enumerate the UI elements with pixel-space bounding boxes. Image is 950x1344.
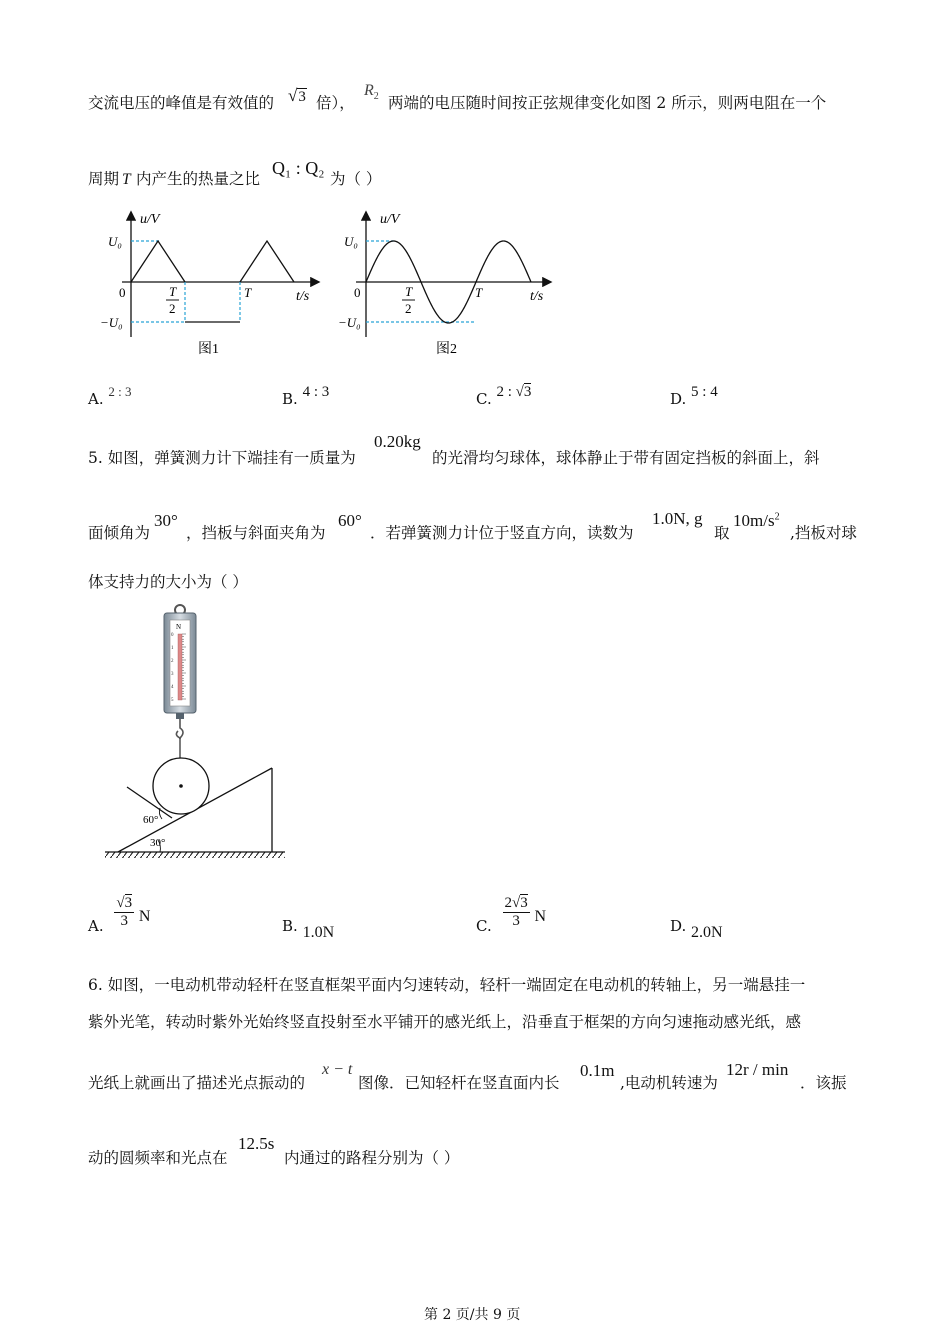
svg-text:N: N bbox=[176, 623, 182, 631]
q5-reading: 1.0N, g bbox=[652, 509, 703, 528]
svg-text:0: 0 bbox=[354, 285, 361, 300]
q4-line2-a: 周期 bbox=[88, 170, 120, 188]
q5-g-value: $10m/s^2$ bbox=[733, 511, 780, 530]
svg-text:30°: 30° bbox=[150, 837, 166, 849]
q5-option-c[interactable]: C. $\frac{2√3}{3}$ N bbox=[476, 895, 547, 935]
q4-option-d[interactable]: D. 5 : 4 bbox=[670, 384, 718, 408]
q6-line2: 紫外光笔，转动时紫外光始终竖直投射至水平铺开的感光纸上，沿垂直于框架的方向匀速拖动感光纸，感 bbox=[88, 1013, 802, 1031]
q6-line3-c: ,电动机转速为 bbox=[620, 1074, 718, 1092]
q4-option-a[interactable]: A. 2 : 3 bbox=[88, 384, 132, 408]
q5-option-d[interactable]: D. 2.0N bbox=[670, 917, 723, 941]
q5-mass: 0.20kg bbox=[374, 432, 421, 451]
svg-text:U₀: U₀ bbox=[344, 234, 358, 249]
figure-1-square-triangle-wave bbox=[100, 205, 325, 360]
q5-option-a[interactable]: A. $\frac{√3}{3}$ N bbox=[88, 895, 151, 935]
svg-text:t/s: t/s bbox=[530, 289, 544, 304]
figure-2-sine-wave bbox=[338, 205, 563, 360]
q6-line1: 6. 如图，一电动机带动轻杆在竖直框架平面内匀速转动，轻杆一端固定在电动机的转轴上，另一端悬挂一 bbox=[88, 976, 806, 994]
svg-text:5: 5 bbox=[171, 698, 174, 703]
svg-text:1: 1 bbox=[171, 646, 174, 651]
q5-option-b[interactable]: B. 1.0N bbox=[282, 917, 335, 941]
q6-line3-a: 光纸上就画出了描述光点振动的 bbox=[88, 1074, 306, 1092]
svg-text:2: 2 bbox=[405, 301, 412, 316]
page-number: 第 2 页/共 9 页 bbox=[424, 1307, 521, 1323]
q4-line1-b: 倍）， bbox=[316, 94, 355, 112]
q5-line1-a: 5. 如图，弹簧测力计下端挂有一质量为 bbox=[88, 449, 356, 467]
svg-text:图2: 图2 bbox=[436, 342, 457, 357]
svg-text:T: T bbox=[405, 284, 413, 299]
q6-line3-d: ．该振 bbox=[800, 1074, 847, 1092]
q4-sqrt3: √3 bbox=[288, 86, 306, 105]
q6-speed: 12r / min bbox=[726, 1060, 789, 1079]
q5-angle-60: 60° bbox=[338, 511, 362, 530]
q6-line4-a: 动的圆频率和光点在 bbox=[88, 1149, 228, 1167]
q5-line2-b: ，挡板与斜面夹角为 bbox=[186, 524, 326, 542]
q6-line4-b: 内通过的路程分别为（ ） bbox=[284, 1149, 460, 1167]
q5-line3: 体支持力的大小为（ ） bbox=[88, 573, 248, 591]
q6-time: 12.5s bbox=[238, 1134, 275, 1153]
svg-text:T: T bbox=[244, 285, 252, 300]
svg-text:0: 0 bbox=[119, 285, 126, 300]
q5-line2-d: 取 bbox=[714, 524, 730, 542]
q5-line1-b: 的光滑均匀球体，球体静止于带有固定挡板的斜面上，斜 bbox=[432, 449, 820, 467]
q5-line2-e: ,挡板对球 bbox=[790, 524, 857, 542]
q6-xt: x − t bbox=[322, 1061, 353, 1078]
svg-text:t/s: t/s bbox=[296, 289, 310, 304]
svg-text:2: 2 bbox=[169, 301, 176, 316]
q4-line2-b: 内产生的热量之比 bbox=[136, 170, 261, 188]
svg-text:2: 2 bbox=[171, 659, 174, 664]
q4-option-b[interactable]: B. 4 : 3 bbox=[282, 384, 330, 408]
spring-scale bbox=[164, 605, 196, 738]
q4-option-c[interactable]: C. 2 : √3 bbox=[476, 384, 532, 408]
svg-text:60°: 60° bbox=[143, 814, 159, 826]
svg-text:−U₀: −U₀ bbox=[100, 315, 123, 330]
svg-text:U₀: U₀ bbox=[108, 234, 122, 249]
svg-text:T: T bbox=[169, 284, 177, 299]
q4-ratio: Q₁ : Q₂ bbox=[272, 158, 325, 178]
svg-text:u/V: u/V bbox=[380, 212, 400, 227]
q5-line2-a: 面倾角为 bbox=[88, 524, 151, 542]
svg-text:T: T bbox=[475, 285, 483, 300]
q4-line1-a: 交流电压的峰值是有效值的 bbox=[88, 94, 275, 112]
svg-text:图1: 图1 bbox=[198, 342, 219, 357]
q6-line3-b: 图像．已知轻杆在竖直面内长 bbox=[358, 1074, 560, 1092]
q4-line1-c: 两端的电压随时间按正弦规律变化如图 2 所示，则两电阻在一个 bbox=[388, 94, 827, 112]
svg-text:3: 3 bbox=[171, 672, 174, 677]
q5-line2-c: ．若弹簧测力计位于竖直方向，读数为 bbox=[370, 524, 634, 542]
svg-text:0: 0 bbox=[171, 633, 174, 638]
q4-r2: $R_2$ bbox=[364, 82, 379, 103]
q5-angle-30: 30° bbox=[154, 511, 178, 530]
q4-line2-c: 为（ ） bbox=[330, 170, 382, 188]
fig1-ylabel: u/V bbox=[140, 212, 160, 227]
q4-period-T: T bbox=[122, 171, 131, 188]
svg-text:4: 4 bbox=[171, 685, 174, 690]
figure-spring-scale-ball-incline bbox=[100, 600, 300, 862]
svg-text:−U₀: −U₀ bbox=[338, 315, 361, 330]
q6-length: 0.1m bbox=[580, 1061, 615, 1080]
